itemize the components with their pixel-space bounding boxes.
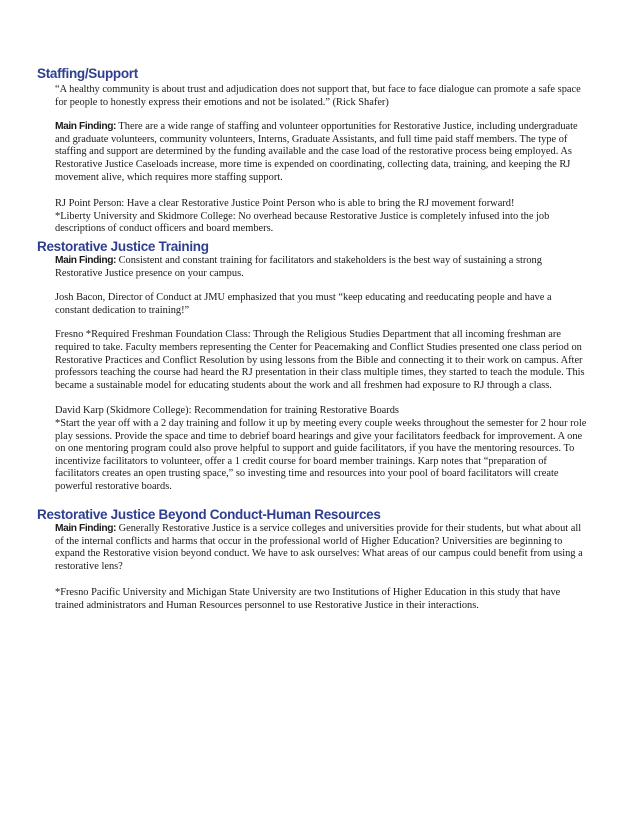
beyond-fresno-msu: *Fresno Pacific University and Michigan State University are two Institutions of Higher Education in this study that have trained administrators and Human Resources personnel to use Restorative Justice in their interactions. (55, 587, 561, 611)
main-finding-label: Main Finding: (55, 523, 117, 534)
staffing-quote: “A healthy community is about trust and adjudication does not support that, but face to face dialogue can promote a safe space for people to honestly express their emotions and not be isolated.” (Rick Shafer) (55, 84, 581, 108)
section-heading-training: Restorative Justice Training (37, 239, 209, 254)
section-training (0, 239, 638, 494)
main-finding-text: Generally Restorative Justice is a service colleges and universities provide for their students, but what about all of the internal conflicts and harms that occur in the professional world of Higher Education? Universities are beginning to expand the Restorative vision beyond conduct. We have to ask ourselves: What areas of our campus could benefit from using a restorative lens? (55, 523, 583, 572)
training-bacon-quote: Josh Bacon, Director of Conduct at JMU emphasized that you must “keep educating and reeducating people and have a constant dedication to training!” (55, 292, 552, 316)
training-main-finding (0, 255, 588, 280)
staffing-overhead-note: *Liberty University and Skidmore College: No overhead because Restorative Justice is completely infused into the job descriptions of conduct officers and board members. (55, 210, 550, 235)
section-heading-beyond: Restorative Justice Beyond Conduct-Human Resources (37, 507, 381, 522)
section-staffing (0, 66, 638, 236)
section-beyond-conduct (0, 507, 638, 613)
staffing-point-person: RJ Point Person: Have a clear Restorative Justice Point Person who is able to bring the RJ movement forward! (55, 198, 515, 210)
main-finding-label: Main Finding: (55, 255, 117, 266)
main-finding-text: Consistent and constant training for facilitators and stakeholders is the best way of sustaining a strong Restorative Justice presence on your campus. (55, 255, 542, 279)
training-fresno-class: Fresno *Required Freshman Foundation Class: Through the Religious Studies Department that all incoming freshman are required to take. Faculty members representing the Center for Peacemaking and Conflict Studies presented one class period on Restorative Practices and Conflict Resolution by using lessons from the Bible and connecting it to their work on campus. After professors teaching the course had heard the RJ presentation in their class multiple times, they started to teach the module. This became a sustainable model for educating students about the work and all freshmen had exposure to RJ through a class. (55, 329, 585, 391)
training-karp-text: *Start the year off with a 2 day training and follow it up by meeting every couple weeks throughout the semester for 2 hour role play sessions. Provide the space and time to debrief board hearings and give your facilitators feedback for improvement. A one on one mentoring program could also prove helpful to support and guide facilitators, if you have the mentoring resources. To incentivize facilitators to volunteer, offer a 1 credit course for board member trainings. Karp notes that “preparation of facilitators creates an open trusting space,” so investing time and resources into your pool of board facilitators will create powerful restorative boards. (55, 417, 587, 492)
main-finding-text: There are a wide range of staffing and volunteer opportunities for Restorative Justice, including undergraduate and graduate volunteers, community volunteers, Interns, Graduate Assistants, and full time paid staff members. The type of staffing and support are determined by the funding available and the case load of the restorative process being employed. As Restorative Justice Caseloads increase, more time is expended on coordinating, collecting data, training, and keeping the RJ movement alive, which requires more staffing support. (55, 121, 578, 183)
beyond-main-finding (0, 523, 588, 573)
section-heading-staffing: Staffing/Support (37, 66, 138, 81)
staffing-main-finding (0, 121, 588, 184)
training-karp-title: David Karp (Skidmore College): Recommendation for training Restorative Boards (55, 405, 399, 417)
main-finding-label: Main Finding: (55, 121, 117, 133)
